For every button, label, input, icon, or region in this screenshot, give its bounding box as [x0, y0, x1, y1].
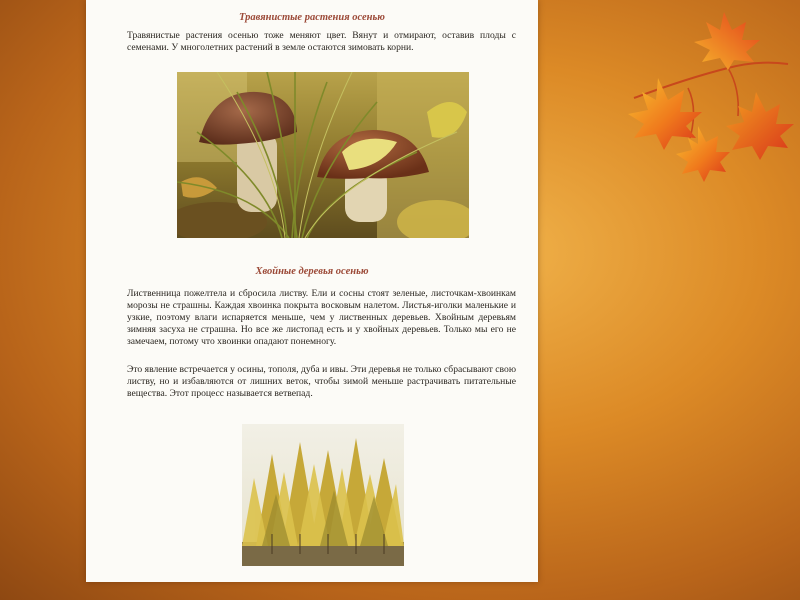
paragraph-conifers-1: Лиственница пожелтела и сбросила листву. Ели и сосны стоят зеленые, листочкам-хвоинкам морозы не страшны. Каждая хвоинка покрыта восковым налетом. Листья-иголки маленькие и узкие, поэтому влаги испаряется меньше, чем у лиственных деревьев. Хвойным деревьям зимняя засуха не страшна. Но все же листопад есть и у хвойных деревьев. Только мы его не замечаем, потому что хвоинки опадают понемногу.: [127, 288, 516, 347]
mushroom-photo: [177, 72, 469, 238]
section-title-herbs: Травянистые растения осенью: [239, 12, 385, 23]
larch-trees-photo: [242, 424, 404, 566]
maple-leaves-icon: [628, 8, 794, 188]
mushrooms-in-grass-photo: [177, 72, 469, 238]
paragraph-herbs: Травянистые растения осенью тоже меняют цвет. Вянут и отмирают, оставив плоды с семенами. У многолетних растений в земле остаются зимовать корни.: [127, 30, 516, 53]
larch-photo: [242, 424, 404, 566]
section-title-conifers: Хвойные деревья осенью: [255, 266, 369, 277]
paragraph-conifers-2: Это явление встречается у осины, тополя, дуба и ивы. Эти деревья не только сбрасывают свою листву, но и избавляются от лишних веток, чтобы зимой меньше растрачивать питательные вещества. Этот процесс называется ветвепад.: [127, 364, 516, 399]
document-page: [86, 0, 538, 582]
